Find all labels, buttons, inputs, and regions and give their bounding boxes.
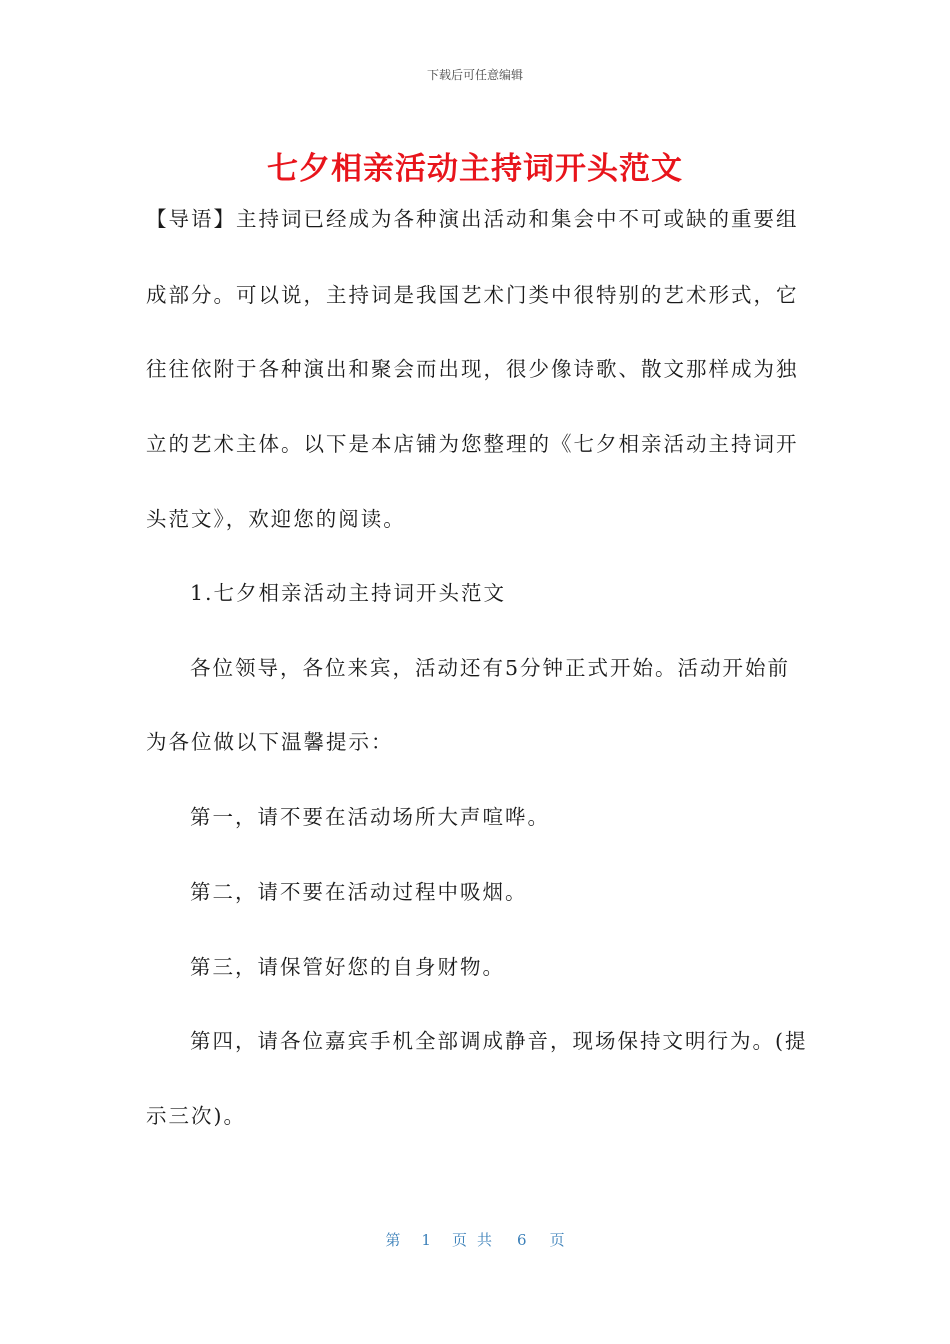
body-line: 第四，请各位嘉宾手机全部调成静音，现场保持文明行为。(提	[190, 1029, 808, 1053]
body-line: 头范文》，欢迎您的阅读。	[146, 507, 406, 531]
body-line: 【导语】主持词已经成为各种演出活动和集会中不可或缺的重要组	[146, 207, 799, 231]
footer-middle: 页共	[451, 1231, 502, 1249]
footer-page-number: 1	[421, 1231, 431, 1249]
body-line: 示三次)。	[146, 1104, 246, 1128]
section-heading: 1.七夕相亲活动主持词开头范文	[190, 581, 507, 605]
page-header-note: 下载后可任意编辑	[426, 68, 523, 82]
body-line: 第一，请不要在活动场所大声喧哗。	[190, 805, 550, 829]
footer-prefix: 第	[385, 1231, 401, 1249]
body-line: 成部分。可以说，主持词是我国艺术门类中很特别的艺术形式，它	[146, 283, 799, 307]
document-title: 七夕相亲活动主持词开头范文	[267, 151, 683, 187]
footer-suffix: 页	[549, 1231, 565, 1249]
body-line: 为各位做以下温馨提示：	[146, 730, 394, 754]
body-line: 往往依附于各种演出和聚会而出现，很少像诗歌、散文那样成为独	[146, 357, 799, 381]
body-line: 各位领导，各位来宾，活动还有5分钟正式开始。活动开始前	[190, 656, 791, 680]
body-line: 第三，请保管好您的自身财物。	[190, 955, 505, 979]
footer-total-pages: 6	[517, 1231, 527, 1249]
body-line: 第二，请不要在活动过程中吸烟。	[190, 880, 528, 904]
body-line: 立的艺术主体。以下是本店铺为您整理的《七夕相亲活动主持词开	[146, 432, 799, 456]
page-footer	[0, 1229, 950, 1250]
